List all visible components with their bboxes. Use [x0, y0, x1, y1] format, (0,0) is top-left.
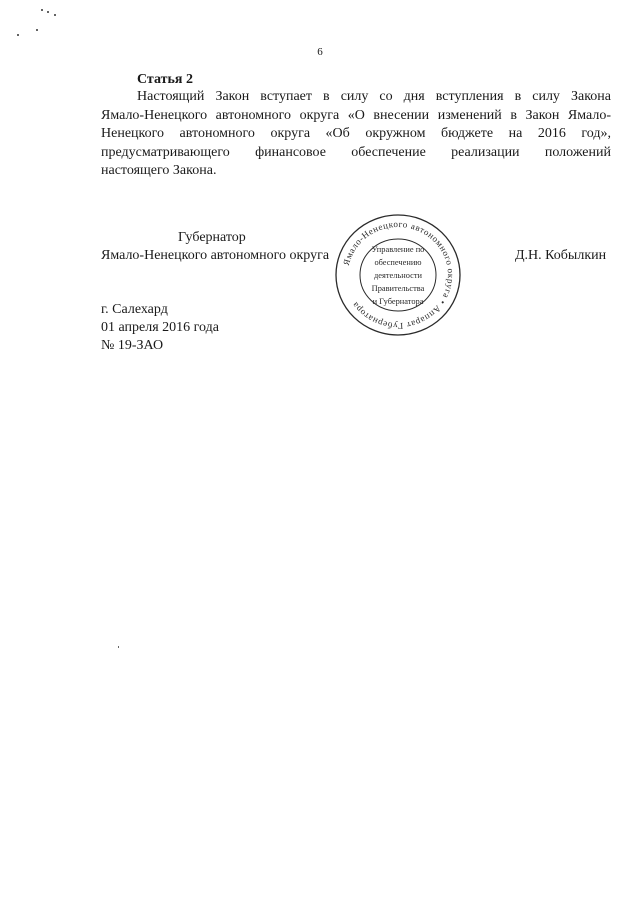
scan-speck: [17, 34, 19, 36]
issue-number: № 19-ЗАО: [101, 338, 164, 353]
seal-center-line: Управление по: [371, 245, 425, 254]
seal-center-line: деятельности: [374, 271, 422, 280]
page-number: 6: [317, 46, 323, 58]
seal-center-line: и Губернатора: [372, 297, 424, 306]
article-line: настоящего Закона.: [101, 163, 217, 179]
scan-speck: [41, 9, 43, 11]
seal-center-line: обеспечению: [374, 258, 422, 267]
signatory-name: Д.Н. Кобылкин: [515, 248, 607, 263]
scan-speck: [36, 29, 38, 31]
seal-ring-text: Ямало-Ненецкого автономного округа • Аппарат Губернатора: [341, 218, 457, 332]
article-line: Ненецкого автономного округа «Об окружном бюджете на 2016 год»,: [101, 126, 611, 142]
scan-speck: [118, 646, 119, 648]
signatory-region: Ямало-Ненецкого автономного округа: [101, 248, 330, 263]
article-heading: Статья 2: [137, 72, 193, 87]
official-seal: [333, 212, 463, 338]
signatory-title: Губернатор: [178, 230, 246, 245]
scan-speck: [47, 11, 49, 13]
article-line: Ямало-Ненецкого автономного округа «О внесении изменений в Закон Ямало-: [101, 107, 611, 123]
seal-center-line: Правительства: [371, 284, 425, 293]
article-body: [101, 88, 611, 181]
article-line: предусматривающего финансовое обеспечение реализации положений: [101, 144, 611, 160]
scan-speck: [54, 14, 56, 16]
issue-city: г. Салехард: [101, 302, 168, 317]
article-line: Настоящий Закон вступает в силу со дня вступления в силу Закона: [137, 89, 611, 104]
issue-date: 01 апреля 2016 года: [101, 320, 219, 335]
